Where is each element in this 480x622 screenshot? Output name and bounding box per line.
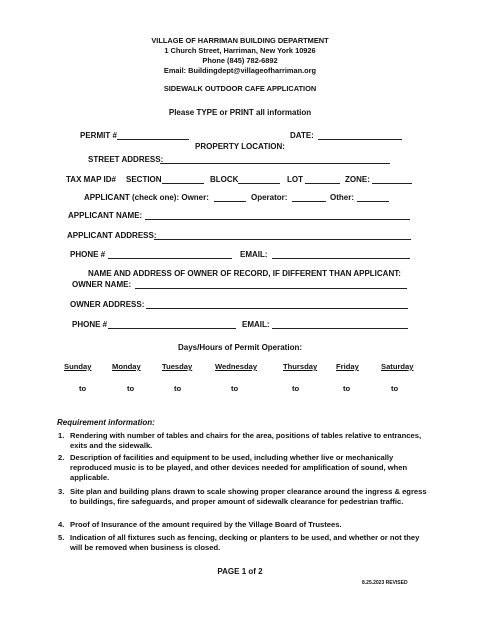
thursday-hours[interactable]: to <box>292 384 300 393</box>
day-sunday: Sunday <box>64 362 92 371</box>
owner-address-label: OWNER ADDRESS: <box>70 300 145 309</box>
tax-map-label: TAX MAP ID# <box>66 175 116 184</box>
day-monday: Monday <box>112 362 141 371</box>
day-saturday: Saturday <box>381 362 414 371</box>
street-address-label: STREET ADDRESS: <box>88 155 164 164</box>
requirement-item <box>58 431 430 451</box>
owner-check-field[interactable] <box>214 201 246 202</box>
requirement-text: Proof of Insurance of the amount required by the Village Board of Trustees. <box>70 520 342 529</box>
lot-label: LOT <box>287 175 303 184</box>
owner-email-label: EMAIL: <box>242 320 270 329</box>
applicant-email-field[interactable] <box>272 258 410 259</box>
requirements-title: Requirement information: <box>57 418 155 427</box>
block-field[interactable] <box>238 183 280 184</box>
day-friday: Friday <box>336 362 359 371</box>
applicant-phone-label: PHONE # <box>70 250 106 259</box>
block-label: BLOCK <box>210 175 239 184</box>
requirement-text: Site plan and building plans drawn to scale showing proper clearance around the ingress & egress to buildings, fire safeguards, and proper amount of sidewalk clearance for pedestrian traffic. <box>70 487 427 506</box>
monday-hours[interactable]: to <box>127 384 135 393</box>
section-field[interactable] <box>162 183 204 184</box>
requirement-item <box>58 487 430 507</box>
department-email: Email: Buildingdept@villageofharriman.org <box>163 66 317 75</box>
other-label: Other: <box>330 193 354 202</box>
owner-name-field[interactable] <box>135 288 407 289</box>
owner-address-field[interactable] <box>146 308 408 309</box>
department-address: 1 Church Street, Harriman, New York 10926 <box>164 46 316 55</box>
tuesday-hours[interactable]: to <box>174 384 182 393</box>
owner-email-field[interactable] <box>272 328 408 329</box>
zone-field[interactable] <box>372 183 412 184</box>
requirement-number: 4. <box>58 520 65 529</box>
date-label: DATE: <box>290 131 314 140</box>
requirement-number: 3. <box>58 487 65 496</box>
permit-field[interactable] <box>117 139 189 140</box>
requirement-item <box>58 520 430 530</box>
requirement-text: Rendering with number of tables and chairs for the area, positions of tables relative to entrances, exits and the sidewalk. <box>70 431 422 450</box>
operator-label: Operator: <box>251 193 288 202</box>
wednesday-hours[interactable]: to <box>231 384 239 393</box>
section-label: SECTION <box>126 175 162 184</box>
revision-date: 8.25.2023 REVISED <box>362 580 408 586</box>
requirement-text: Indication of all fixtures such as fencing, decking or planters to be used, and whether or not they will be removed when business is closed. <box>70 533 420 552</box>
other-check-field[interactable] <box>357 201 389 202</box>
department-name: VILLAGE OF HARRIMAN BUILDING DEPARTMENT <box>151 36 329 45</box>
operator-check-field[interactable] <box>292 201 326 202</box>
street-address-field[interactable] <box>160 163 390 164</box>
applicant-name-label: APPLICANT NAME: <box>68 211 143 220</box>
applicant-type-label: APPLICANT (check one): Owner: <box>84 193 209 202</box>
day-wednesday: Wednesday <box>215 362 258 371</box>
date-field[interactable] <box>318 139 402 140</box>
day-tuesday: Tuesday <box>162 362 193 371</box>
saturday-hours[interactable]: to <box>391 384 399 393</box>
page-number: PAGE 1 of 2 <box>217 567 263 576</box>
requirement-number: 5. <box>58 533 65 542</box>
zone-label: ZONE: <box>345 175 370 184</box>
applicant-email-label: EMAIL: <box>240 250 268 259</box>
day-thursday: Thursday <box>283 362 318 371</box>
sunday-hours[interactable]: to <box>79 384 87 393</box>
requirement-item <box>58 453 430 483</box>
permit-label: PERMIT # <box>80 131 117 140</box>
applicant-address-field[interactable] <box>154 239 411 240</box>
applicant-address-label: APPLICANT ADDRESS: <box>67 231 157 240</box>
friday-hours[interactable]: to <box>343 384 351 393</box>
applicant-phone-field[interactable] <box>108 258 232 259</box>
lot-field[interactable] <box>305 183 340 184</box>
department-phone: Phone (845) 782-6892 <box>202 56 278 65</box>
requirement-number: 1. <box>58 431 65 440</box>
owner-name-label: OWNER NAME: <box>72 280 132 289</box>
hours-heading: Days/Hours of Permit Operation: <box>177 343 303 352</box>
requirement-text: Description of facilities and equipment to be used, including whether live or mechanically reproduced music is to be played, and other devices needed for amplification of sound, when applicable. <box>70 453 408 482</box>
owner-phone-field[interactable] <box>108 328 236 329</box>
applicant-name-field[interactable] <box>145 219 410 220</box>
form-instruction: Please TYPE or PRINT all information <box>168 108 312 117</box>
requirement-number: 2. <box>58 453 65 462</box>
owner-section-heading: NAME AND ADDRESS OF OWNER OF RECORD, IF DIFFERENT THAN APPLICANT: <box>88 269 401 278</box>
requirement-item <box>58 533 430 553</box>
owner-phone-label: PHONE # <box>72 320 108 329</box>
form-title: SIDEWALK OUTDOOR CAFE APPLICATION <box>163 84 317 93</box>
property-location-heading: PROPERTY LOCATION: <box>195 142 285 151</box>
